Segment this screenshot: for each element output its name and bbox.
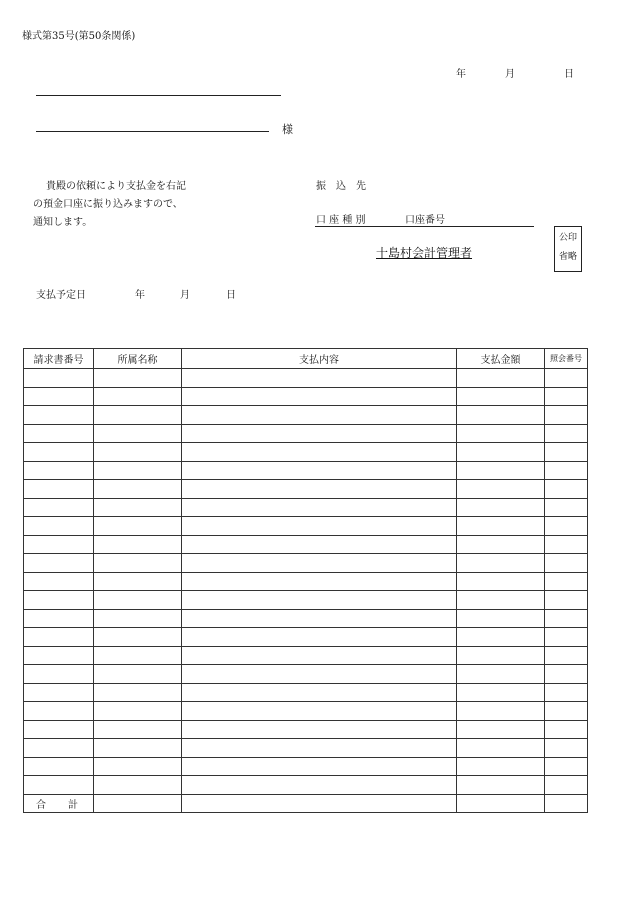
table-cell: [24, 498, 94, 517]
table-cell: [24, 535, 94, 554]
table-cell: [24, 776, 94, 795]
table-cell: [94, 554, 182, 573]
table-cell: [457, 554, 545, 573]
column-header-reference-number: 照会番号: [545, 349, 588, 369]
table-cell: [457, 535, 545, 554]
table-row: [24, 535, 588, 554]
table-cell: [24, 628, 94, 647]
table-cell: [182, 461, 457, 480]
table-cell: [24, 646, 94, 665]
table-row: [24, 387, 588, 406]
account-line: [315, 226, 534, 227]
table-cell: [24, 387, 94, 406]
column-header-payment-amount: 支払金額: [457, 349, 545, 369]
table-row: [24, 572, 588, 591]
table-cell: [24, 757, 94, 776]
table-cell: [457, 683, 545, 702]
table-cell: [182, 554, 457, 573]
table-cell: [24, 572, 94, 591]
table-cell: [182, 720, 457, 739]
table-cell: [182, 424, 457, 443]
table-cell: [457, 443, 545, 462]
table-cell: [545, 498, 588, 517]
table-cell: [94, 517, 182, 536]
table-cell: [457, 369, 545, 388]
table-cell: [182, 387, 457, 406]
column-header-department: 所属名称: [94, 349, 182, 369]
table-cell: [94, 646, 182, 665]
table-row: [24, 720, 588, 739]
table-row: [24, 665, 588, 684]
table-cell: [182, 776, 457, 795]
stamp-line-2: 省略: [558, 252, 577, 262]
notice-line-3: 通知します。: [33, 217, 93, 228]
table-cell: [94, 461, 182, 480]
table-cell: [545, 591, 588, 610]
table-cell: [457, 646, 545, 665]
table-cell: [182, 369, 457, 388]
date-year-label: 年: [456, 69, 466, 80]
table-cell: [545, 609, 588, 628]
table-cell: [457, 572, 545, 591]
notice-line-1: 貴殿の依頼により支払金を右記: [46, 181, 186, 192]
form-number: 様式第35号(第50条関係): [22, 31, 136, 42]
table-cell: [457, 498, 545, 517]
table-cell: [94, 591, 182, 610]
table-row: [24, 683, 588, 702]
date-month-label: 月: [505, 69, 515, 80]
total-label: 合 計: [24, 794, 94, 813]
table-cell: [545, 369, 588, 388]
table-cell: [24, 591, 94, 610]
table-cell: [182, 609, 457, 628]
date-day-label: 日: [564, 69, 574, 80]
table-row: [24, 628, 588, 647]
table-cell: [94, 739, 182, 758]
table-row: [24, 406, 588, 425]
table-cell: [545, 517, 588, 536]
table-cell: [94, 424, 182, 443]
table-cell: [182, 794, 457, 813]
table-cell: [457, 609, 545, 628]
table-cell: [457, 794, 545, 813]
table-cell: [24, 683, 94, 702]
table-cell: [182, 591, 457, 610]
table-cell: [94, 665, 182, 684]
table-cell: [457, 406, 545, 425]
table-cell: [182, 683, 457, 702]
table-cell: [94, 498, 182, 517]
table-cell: [94, 480, 182, 499]
table-cell: [94, 572, 182, 591]
table-cell: [182, 665, 457, 684]
table-cell: [94, 794, 182, 813]
table-cell: [545, 572, 588, 591]
table-cell: [24, 665, 94, 684]
table-cell: [545, 461, 588, 480]
table-cell: [24, 461, 94, 480]
total-row: [24, 794, 588, 813]
payment-month-label: 月: [180, 290, 190, 301]
table-cell: [182, 535, 457, 554]
table-cell: [545, 757, 588, 776]
table-cell: [94, 720, 182, 739]
recipient-name-line: [36, 131, 269, 132]
table-cell: [94, 683, 182, 702]
table-cell: [182, 628, 457, 647]
table-row: [24, 498, 588, 517]
table-cell: [182, 517, 457, 536]
table-row: [24, 739, 588, 758]
column-header-payment-details: 支払内容: [182, 349, 457, 369]
table-cell: [545, 535, 588, 554]
table-cell: [457, 628, 545, 647]
table-cell: [182, 443, 457, 462]
table-row: [24, 646, 588, 665]
table-cell: [24, 517, 94, 536]
table-cell: [94, 702, 182, 721]
table-cell: [545, 387, 588, 406]
payment-day-label: 日: [226, 290, 236, 301]
table-row: [24, 776, 588, 795]
table-row: [24, 609, 588, 628]
issuer-name: 十島村会計管理者: [376, 246, 473, 260]
table-cell: [457, 720, 545, 739]
table-cell: [94, 443, 182, 462]
table-row: [24, 369, 588, 388]
table-cell: [24, 424, 94, 443]
table-cell: [24, 443, 94, 462]
table-cell: [94, 535, 182, 554]
table-cell: [457, 517, 545, 536]
account-number-label: 口座番号: [405, 215, 445, 226]
table-row: [24, 702, 588, 721]
table-cell: [545, 628, 588, 647]
table-cell: [545, 554, 588, 573]
table-cell: [24, 720, 94, 739]
table-row: [24, 443, 588, 462]
table-cell: [94, 387, 182, 406]
stamp-line-1: 公印: [558, 233, 577, 243]
table-row: [24, 591, 588, 610]
table-cell: [457, 387, 545, 406]
table-cell: [545, 794, 588, 813]
table-cell: [545, 776, 588, 795]
table-cell: [545, 424, 588, 443]
table-cell: [545, 646, 588, 665]
table-cell: [24, 554, 94, 573]
table-cell: [24, 609, 94, 628]
table-cell: [182, 702, 457, 721]
table-cell: [457, 776, 545, 795]
table-cell: [24, 739, 94, 758]
table-cell: [545, 480, 588, 499]
table-cell: [94, 406, 182, 425]
table-cell: [182, 406, 457, 425]
table-cell: [182, 480, 457, 499]
table-cell: [24, 406, 94, 425]
table-row: [24, 461, 588, 480]
payment-date-label: 支払予定日: [36, 290, 86, 301]
table-body: [24, 369, 588, 813]
column-header-invoice-number: 請求書番号: [24, 349, 94, 369]
table-cell: [545, 702, 588, 721]
table-row: [24, 554, 588, 573]
table-cell: [94, 776, 182, 795]
table-cell: [94, 757, 182, 776]
table-cell: [545, 683, 588, 702]
table-cell: [94, 609, 182, 628]
table-cell: [24, 702, 94, 721]
table-cell: [457, 702, 545, 721]
table-cell: [457, 591, 545, 610]
table-row: [24, 757, 588, 776]
table-row: [24, 480, 588, 499]
table-cell: [24, 369, 94, 388]
payment-table: [23, 348, 588, 813]
table-cell: [94, 369, 182, 388]
recipient-address-line: [36, 95, 281, 96]
table-cell: [457, 739, 545, 758]
table-cell: [24, 480, 94, 499]
table-cell: [182, 739, 457, 758]
notice-line-2: の預金口座に振り込みますので、: [33, 199, 183, 210]
table-cell: [457, 461, 545, 480]
table-cell: [182, 498, 457, 517]
table-row: [24, 517, 588, 536]
table-cell: [182, 757, 457, 776]
table-cell: [457, 424, 545, 443]
table-row: [24, 424, 588, 443]
account-type-label: 口 座 種 別: [316, 215, 366, 226]
table-cell: [94, 628, 182, 647]
table-cell: [545, 739, 588, 758]
table-header-row: [24, 349, 588, 369]
table-cell: [545, 406, 588, 425]
honorific: 様: [282, 123, 293, 136]
transfer-destination-label: 振 込 先: [316, 181, 366, 192]
table-cell: [545, 665, 588, 684]
table-cell: [457, 480, 545, 499]
table-cell: [545, 720, 588, 739]
table-cell: [545, 443, 588, 462]
table-cell: [182, 646, 457, 665]
table-cell: [457, 757, 545, 776]
table-cell: [182, 572, 457, 591]
payment-year-label: 年: [135, 290, 145, 301]
table-cell: [457, 665, 545, 684]
official-seal-box: [554, 226, 582, 272]
